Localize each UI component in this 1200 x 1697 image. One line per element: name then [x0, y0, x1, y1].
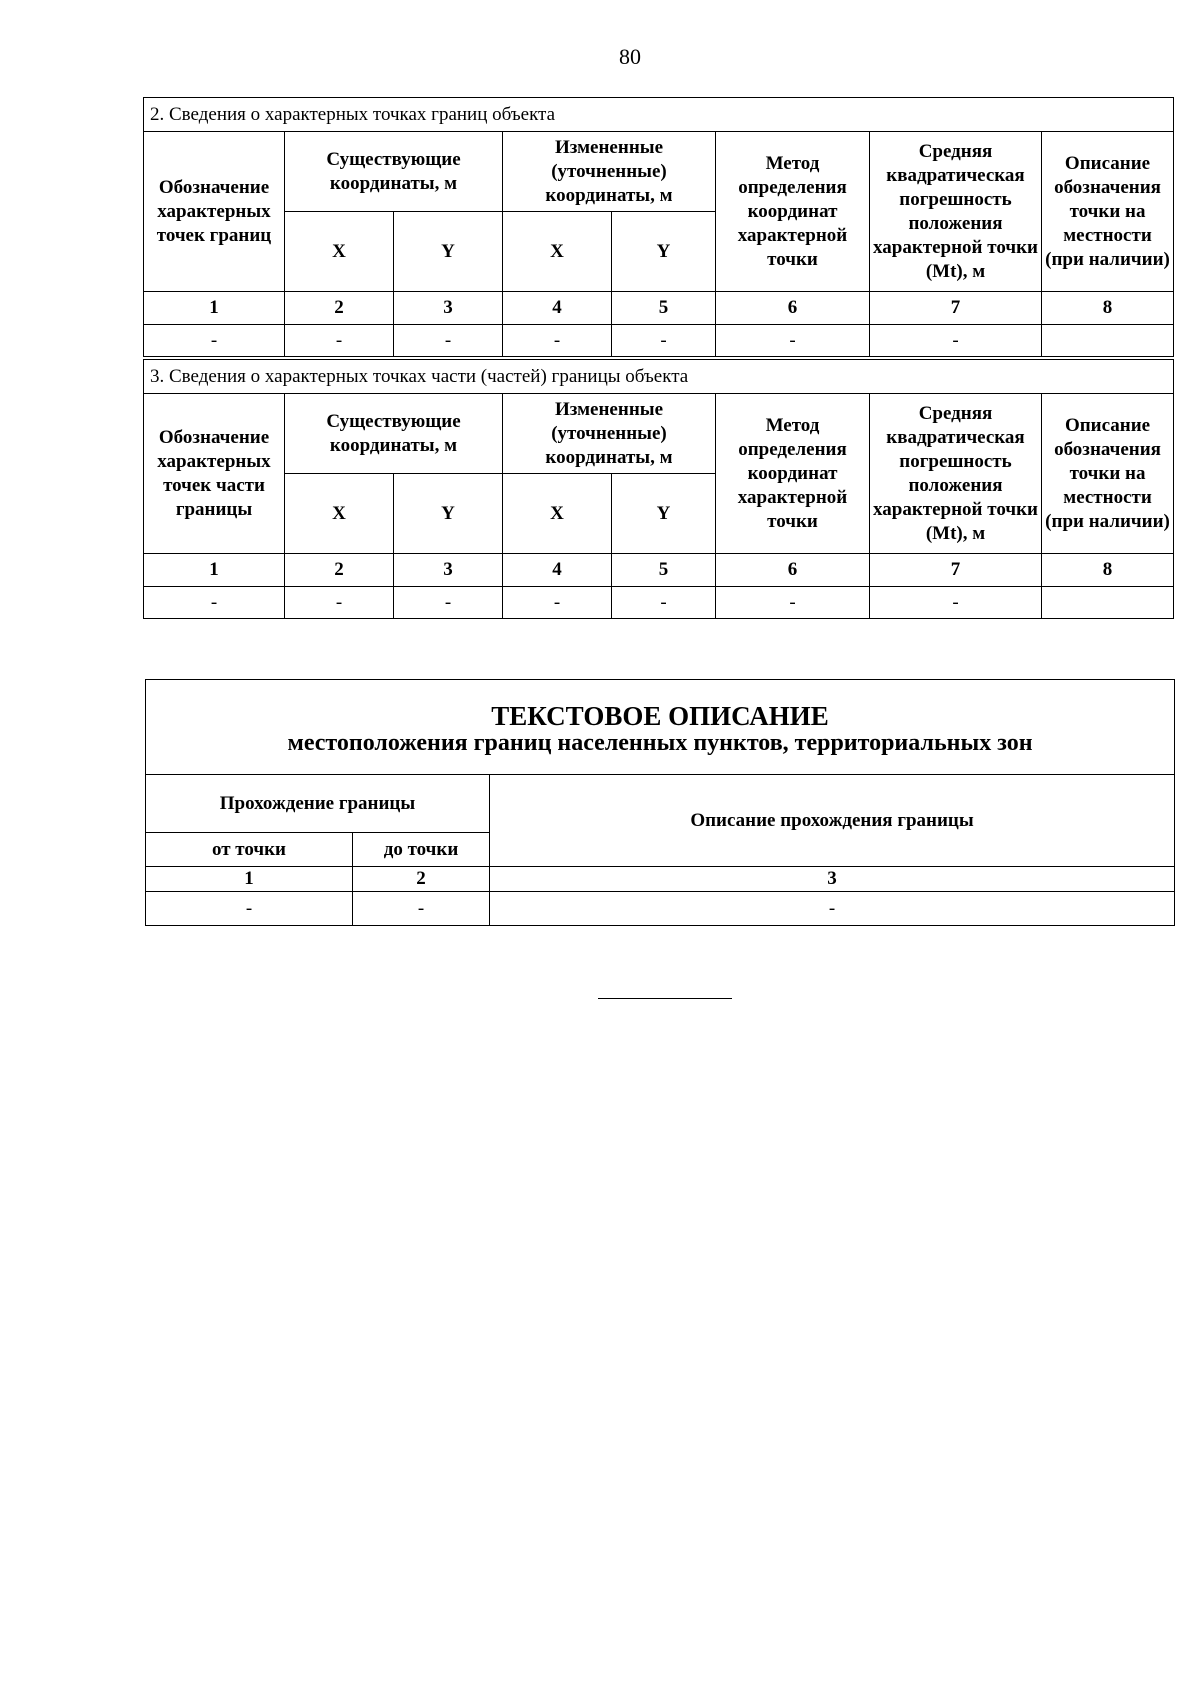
table-cell: -	[490, 892, 1175, 926]
description-subtitle: местоположения границ населенных пунктов, территориальных зон	[287, 729, 1033, 756]
table-cell: -	[144, 587, 285, 619]
table-row	[144, 587, 1174, 619]
column-number: 3	[490, 867, 1175, 892]
end-rule-divider	[598, 998, 732, 999]
section-title: 3. Сведения о характерных точках части (частей) границы объекта	[144, 360, 1174, 394]
x-header: X	[285, 212, 394, 292]
point-description-header: Описание обозначения точки на местности (при наличии)	[1042, 132, 1174, 292]
table-cell: -	[394, 587, 503, 619]
point-description-header: Описание обозначения точки на местности (при наличии)	[1042, 394, 1174, 554]
mean-error-header: Средняя квадратическая погрешность положения характерной точки (Mt), м	[870, 394, 1042, 554]
column-number: 3	[394, 292, 503, 325]
table-cell: -	[870, 587, 1042, 619]
column-number: 4	[503, 554, 612, 587]
to-point-header: до точки	[353, 833, 490, 867]
point-designation-header: Обозначение характерных точек границ	[144, 132, 285, 292]
method-header: Метод определения координат характерной точки	[716, 394, 870, 554]
column-numbers-row	[144, 292, 1174, 325]
column-number: 6	[716, 292, 870, 325]
column-number: 1	[146, 867, 353, 892]
table-cell: -	[146, 892, 353, 926]
part-boundary-points-table	[143, 359, 1174, 619]
table-cell: -	[503, 325, 612, 357]
table-cell: -	[716, 587, 870, 619]
y-header: Y	[394, 474, 503, 554]
page-number: 80	[619, 44, 641, 69]
method-header: Метод определения координат характерной точки	[716, 132, 870, 292]
mean-error-header: Средняя квадратическая погрешность положения характерной точки (Mt), м	[870, 132, 1042, 292]
changed-coordinates-header: Измененные (уточненные) координаты, м	[503, 394, 716, 474]
table-cell: -	[870, 325, 1042, 357]
column-number: 2	[285, 554, 394, 587]
x-header: X	[503, 474, 612, 554]
table-row	[144, 325, 1174, 357]
column-number: 6	[716, 554, 870, 587]
table-cell: -	[612, 325, 716, 357]
table-cell	[1042, 325, 1174, 357]
table-cell: -	[612, 587, 716, 619]
table-cell: -	[144, 325, 285, 357]
table-cell: -	[285, 587, 394, 619]
column-number: 7	[870, 554, 1042, 587]
passage-description-header: Описание прохождения границы	[490, 775, 1175, 867]
x-header: X	[285, 474, 394, 554]
table-cell: -	[503, 587, 612, 619]
section-title: 2. Сведения о характерных точках границ объекта	[144, 98, 1174, 132]
boundary-passage-header: Прохождение границы	[146, 775, 490, 833]
table-row	[146, 892, 1175, 926]
table-cell: -	[285, 325, 394, 357]
boundary-points-table	[143, 97, 1174, 357]
column-number: 7	[870, 292, 1042, 325]
column-numbers-row	[144, 554, 1174, 587]
changed-coordinates-header: Измененные (уточненные) координаты, м	[503, 132, 716, 212]
column-number: 2	[285, 292, 394, 325]
column-number: 8	[1042, 292, 1174, 325]
table-cell: -	[394, 325, 503, 357]
text-description-table	[145, 679, 1175, 926]
table-cell	[1042, 587, 1174, 619]
existing-coordinates-header: Существующие координаты, м	[285, 394, 503, 474]
table-cell: -	[716, 325, 870, 357]
column-numbers-row	[146, 867, 1175, 892]
point-designation-header: Обозначение характерных точек части границы	[144, 394, 285, 554]
y-header: Y	[612, 212, 716, 292]
existing-coordinates-header: Существующие координаты, м	[285, 132, 503, 212]
column-number: 2	[353, 867, 490, 892]
x-header: X	[503, 212, 612, 292]
description-title-cell	[146, 680, 1175, 775]
table-cell: -	[353, 892, 490, 926]
column-number: 4	[503, 292, 612, 325]
description-title: ТЕКСТОВОЕ ОПИСАНИЕ	[491, 700, 829, 731]
column-number: 5	[612, 554, 716, 587]
y-header: Y	[394, 212, 503, 292]
column-number: 8	[1042, 554, 1174, 587]
from-point-header: от точки	[146, 833, 353, 867]
column-number: 1	[144, 292, 285, 325]
y-header: Y	[612, 474, 716, 554]
column-number: 5	[612, 292, 716, 325]
column-number: 3	[394, 554, 503, 587]
column-number: 1	[144, 554, 285, 587]
